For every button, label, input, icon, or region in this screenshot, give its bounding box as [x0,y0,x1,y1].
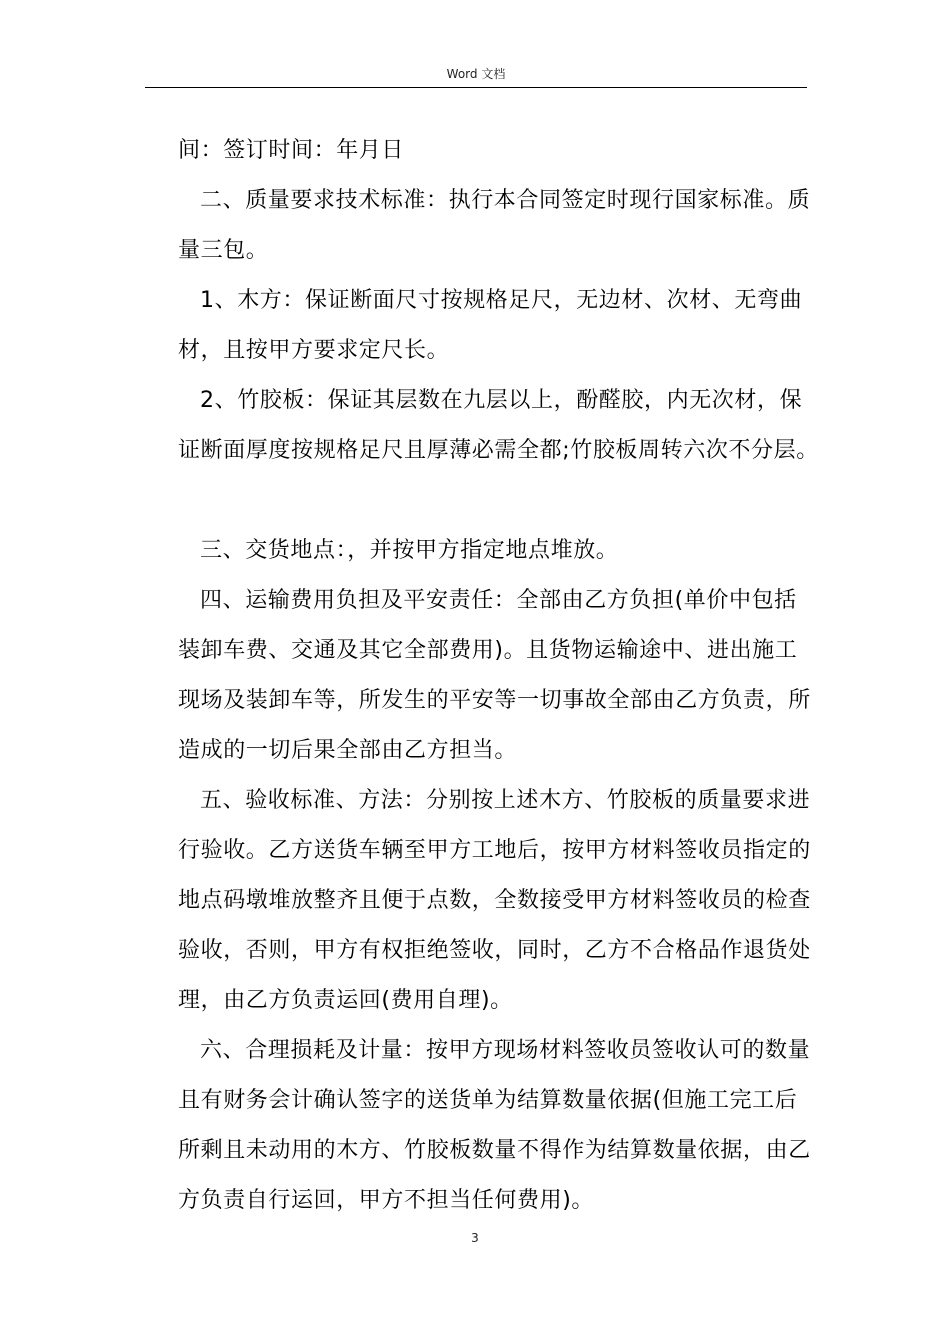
section-5-line: 五、验收标准、方法：分别按上述木方、竹胶板的质量要求进 [200,788,811,813]
section-3-line: 三、交货地点：，并按甲方指定地点堆放。 [200,538,619,563]
section-2-heading-line: 二、质量要求技术标准：执行本合同签定时现行国家标准。质 [200,188,811,213]
body-line: 装卸车费、交通及其它全部费用)。且货物运输途中、进出施工 [178,638,798,663]
body-line: 证断面厚度按规格足尺且厚薄必需全都;竹胶板周转六次不分层。 [178,438,819,463]
page-header: Word 文档 [446,67,506,81]
item-1-line: 1、木方：保证断面尺寸按规格足尺，无边材、次材、无弯曲 [200,288,803,313]
body-line: 验收，否则，甲方有权拒绝签收，同时，乙方不合格品作退货处 [178,938,811,963]
item-2-line: 2、竹胶板：保证其层数在九层以上，酚醛胶，内无次材，保 [200,388,803,413]
body-line: 现场及装卸车等，所发生的平安等一切事故全部由乙方负责，所 [178,688,811,713]
body-line: 所剩且未动用的木方、竹胶板数量不得作为结算数量依据，由乙 [178,1138,811,1163]
header-divider [145,87,807,88]
document-body [178,126,819,1226]
body-line: 地点码墩堆放整齐且便于点数，全数接受甲方材料签收员的检查 [178,888,811,913]
body-line: 理，由乙方负责运回(费用自理)。 [178,988,513,1013]
body-line: 间：签订时间：年月日 [178,138,405,163]
body-line: 材，且按甲方要求定尺长。 [178,338,450,363]
section-4-line: 四、运输费用负担及平安责任：全部由乙方负担(单价中包括 [200,588,797,613]
body-line: 且有财务会计确认签字的送货单为结算数量依据(但施工完工后 [178,1088,798,1113]
body-line: 行验收。乙方送货车辆至甲方工地后，按甲方材料签收员指定的 [178,838,811,863]
section-6-line: 六、合理损耗及计量：按甲方现场材料签收员签收认可的数量 [200,1038,811,1063]
body-line: 造成的一切后果全部由乙方担当。 [178,738,518,763]
blank-line [178,476,810,526]
page-number: 3 [471,1231,479,1245]
body-line: 方负责自行运回，甲方不担当任何费用)。 [178,1188,594,1213]
body-line: 量三包。 [178,238,269,263]
